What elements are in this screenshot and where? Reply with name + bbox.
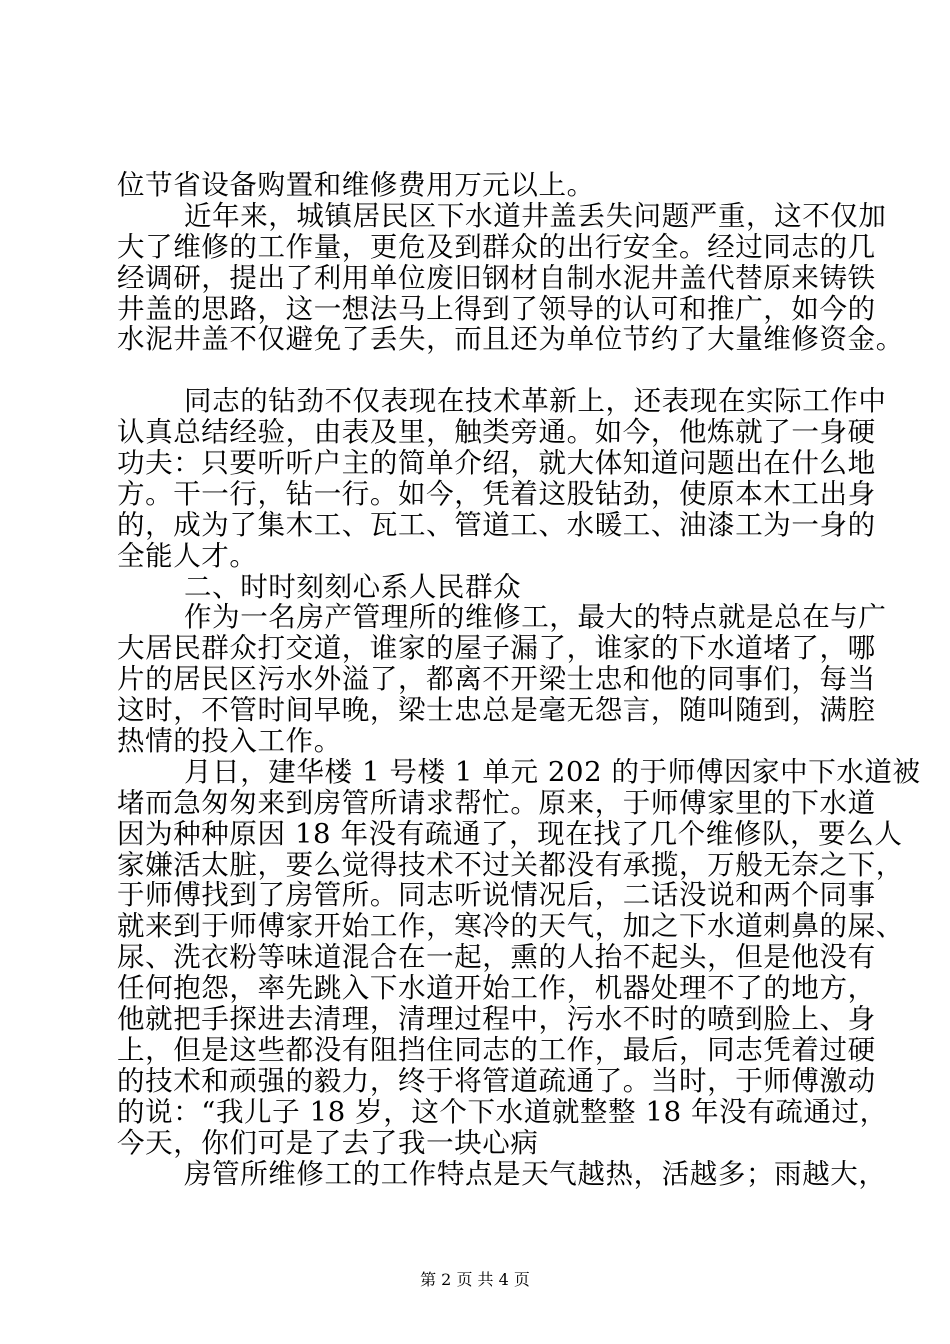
text-line: 片的居民区污水外溢了，都离不开梁士忠和他的同事们，每当 [117, 663, 876, 696]
text-line: 于师傅找到了房管所。同志听说情况后，二话没说和两个同事 [117, 879, 876, 912]
text-line: 井盖的思路，这一想法马上得到了领导的认可和推广，如今的 [117, 292, 876, 325]
text-line: 尿、洗衣粉等味道混合在一起，熏的人抬不起头，但是他没有 [117, 941, 876, 974]
text-line: 全能人才。 [117, 539, 258, 572]
text-line: 方。干一行，钻一行。如今，凭着这股钻劲，使原本木工出身 [117, 477, 876, 510]
text-line: 上，但是这些都没有阻挡住同志的工作，最后，同志凭着过硬 [117, 1033, 876, 1066]
text-line: 经调研，提出了利用单位废旧钢材自制水泥井盖代替原来铸铁 [117, 261, 876, 294]
text-line: 的，成为了集木工、瓦工、管道工、水暖工、油漆工为一身的 [117, 508, 876, 541]
text-line: 位节省设备购置和维修费用万元以上。 [117, 169, 595, 201]
section-heading: 二、时时刻刻心系人民群众 [184, 570, 522, 603]
text-line: 认真总结经验，由表及里，触类旁通。如今，他炼就了一身硬 [117, 416, 876, 449]
page-footer [0, 1270, 950, 1290]
text-line: 的说：“我儿子 18 岁，这个下水道就整整 18 年没有疏通过， [117, 1095, 888, 1128]
text-line: 功夫：只要听听户主的简单介绍，就大体知道问题出在什么地 [117, 447, 876, 480]
text-line: 近年来，城镇居民区下水道井盖丢失问题严重，这不仅加 [184, 199, 887, 232]
text-line: 任何抱怨，率先跳入下水道开始工作，机器处理不了的地方， [117, 972, 876, 1005]
text-line: 的技术和顽强的毅力，终于将管道疏通了。当时，于师傅激动 [117, 1064, 876, 1097]
text-line: 同志的钻劲不仅表现在技术革新上，还表现在实际工作中 [184, 385, 887, 418]
text-line: 因为种种原因 18 年没有疏通了，现在找了几个维修队，要么人 [117, 817, 903, 850]
text-line: 月日，建华楼 1 号楼 1 单元 202 的于师傅因家中下水道被 [184, 755, 921, 788]
page-number: 第 2 页 共 4 页 [420, 1270, 530, 1289]
text-line: 就来到于师傅家开始工作，寒冷的天气，加之下水道刺鼻的屎、 [117, 910, 904, 943]
text-line: 水泥井盖不仅避免了丢失，而且还为单位节约了大量维修资金。 [117, 323, 904, 356]
text-line: 房管所维修工的工作特点是天气越热，活越多；雨越大， [184, 1157, 887, 1190]
text-line: 家嫌活太脏，要么觉得技术不过关都没有承揽，万般无奈之下， [117, 848, 904, 881]
text-line: 他就把手探进去清理，清理过程中，污水不时的喷到脸上、身 [117, 1003, 876, 1036]
text-line: 大了维修的工作量，更危及到群众的出行安全。经过同志的几 [117, 230, 876, 263]
text-line: 作为一名房产管理所的维修工，最大的特点就是总在与广 [184, 601, 887, 634]
text-line: 大居民群众打交道，谁家的屋子漏了，谁家的下水道堵了，哪 [117, 632, 876, 665]
text-line: 这时，不管时间早晚，梁士忠总是毫无怨言，随叫随到，满腔 [117, 694, 876, 727]
document-body [117, 169, 921, 1190]
text-line: 热情的投入工作。 [117, 725, 342, 758]
paragraph-gap [117, 355, 837, 386]
text-line: 堵而急匆匆来到房管所请求帮忙。原来，于师傅家里的下水道 [117, 786, 876, 819]
text-line: 今天，你们可是了去了我一块心病 [117, 1126, 539, 1159]
